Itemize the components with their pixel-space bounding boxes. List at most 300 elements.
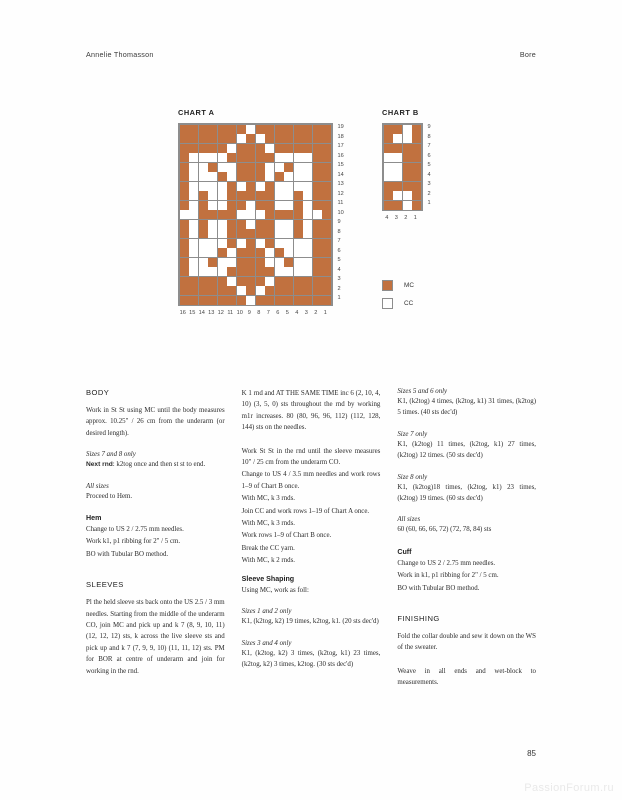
chart-cell [246,172,255,181]
chart-cell [180,210,189,219]
chart-cell [275,296,284,305]
chart-cell [294,134,303,143]
chart-cell [294,182,303,191]
chart-cell [322,134,331,143]
chart-cell [265,144,274,153]
chart-cell [384,201,393,210]
chart-cell [199,277,208,286]
hem-line-1: Change to US 2 / 2.75 mm needles. [86,526,184,534]
chart-cell [189,125,198,134]
chart-cell [265,210,274,219]
chart-column-number: 12 [217,310,224,316]
chart-cell [294,258,303,267]
chart-row-number: 1 [427,200,431,206]
sleeve-inc-paragraph: K 1 rnd and AT THE SAME TIME inc 6 (2, 10, 4, 10) (3, 5, 0) sts throughout the rnd by working m1r increases. 80 (80, 96, 96, 112) (112, 128, 144) sts on the needles. [241,390,381,432]
chart-cell [403,201,412,210]
chart-a-instruction: Join CC and work rows 1–19 of Chart A once. [241,507,370,515]
chart-cell [208,191,217,200]
chart-cell [246,296,255,305]
chart-cell [294,248,303,257]
chart-cell [227,296,236,305]
chart-cell [322,182,331,191]
spacer [242,435,381,446]
chart-cell [313,220,322,229]
chart-cell [265,172,274,181]
chart-cell [412,144,421,153]
chart-cell [208,296,217,305]
chart-cell [246,220,255,229]
chart-cell [246,163,255,172]
chart-cell [294,220,303,229]
chart-cell [284,267,293,276]
chart-cell [303,201,312,210]
chart-cell [246,153,255,162]
chart-cell [218,163,227,172]
sleeve-shaping-intro: Using MC, work as foll: [241,586,309,594]
chart-cell [237,277,246,286]
chart-cell [412,182,421,191]
chart-cell [246,229,255,238]
heading-sizes-5-6: Sizes 5 and 6 only [397,388,448,395]
heading-sizes-1-2: Sizes 1 and 2 only [241,608,292,616]
chart-cell [199,296,208,305]
chart-cell [303,172,312,181]
chart-cell [313,210,322,219]
chart-cell [294,144,303,153]
chart-cell [265,248,274,257]
chart-cell [322,229,331,238]
chart-cell [256,248,265,257]
chart-cell [208,220,217,229]
page-number: 85 [527,749,536,758]
chart-cell [303,163,312,172]
chart-cell [208,277,217,286]
sleeves-paragraph: Pl the held sleeve sts back onto the US 2.5 / 3 mm needles. Starting from the middle of the underarm CO, join MC and pick up and k 7 (8, 9, 10, 11) (12, 12, 12) sts, k across the live sleeve sts and pick up and k 7 (7, 9, 9, 10) (11, 11, 12) sts. PM for BOR at centre of underarm and join for working in the rnd. [86,599,225,675]
chart-cell [284,125,293,134]
chart-cell [227,125,236,134]
chart-column-number: 3 [304,310,308,316]
spacer [242,597,381,608]
chart-column-number: 14 [198,310,205,316]
chart-cell [199,239,208,248]
chart-cell [189,163,198,172]
chart-cell [303,267,312,276]
chart-cell [227,191,236,200]
chart-row-number: 13 [337,181,344,187]
chart-cell [275,172,284,181]
chart-cell [180,153,189,162]
chart-column-number: 5 [285,310,289,316]
chart-cell [393,163,402,172]
chart-row-number: 9 [337,219,341,225]
spacer [397,463,536,474]
chart-cell [237,125,246,134]
chart-cell [294,239,303,248]
site-watermark: PassionForum.ru [524,782,614,794]
chart-cell [412,172,421,181]
chart-cell [246,277,255,286]
chart-row-number: 10 [337,209,344,216]
chart-cell [313,277,322,286]
chart-cell [237,172,246,181]
spacer [86,503,225,514]
chart-cell [294,229,303,238]
chart-cell [189,258,198,267]
chart-b-grid-wrap [382,123,431,221]
chart-cell [265,239,274,248]
heading-sleeves: SLEEVES [86,580,124,590]
mc-k2-rnds: With MC, k 2 rnds. [241,557,295,565]
chart-cell [246,286,255,295]
legend-row-cc [382,298,414,309]
chart-column-number: 9 [247,310,251,316]
chart-cell [256,258,265,267]
chart-cell [237,296,246,305]
chart-column-number: 7 [266,310,270,316]
chart-column-number: 13 [208,310,215,316]
chart-row-number: 2 [427,190,431,197]
chart-cell [275,229,284,238]
chart-cell [246,201,255,210]
chart-cell [237,248,246,257]
chart-b-grid [382,123,423,211]
chart-cell [256,220,265,229]
chart-cell [180,182,189,191]
heading-all-sizes-sleeve: All sizes [397,516,421,524]
sizes-1-2-instruction: K1, (k2tog, k2) 19 times, k2tog, k1. (20 sts dec'd) [241,618,379,626]
chart-cell [218,201,227,210]
chart-a-grid-wrap [178,123,344,316]
chart-cell [412,153,421,162]
chart-cell [227,172,236,181]
chart-cell [284,201,293,210]
chart-cell [189,134,198,143]
chart-cell [275,153,284,162]
chart-cell [393,191,402,200]
hem-line-2: Work k1, p1 ribbing for 2" / 5 cm. [86,538,181,546]
legend-label-cc: CC [404,300,414,307]
chart-cell [313,191,322,200]
sizes-5-6-instruction: K1, (k2tog) 4 times, (k2tog, k1) 31 times, (k2tog) 5 times. (40 sts dec'd) [397,398,537,417]
chart-cell [303,210,312,219]
legend-swatch-cc-icon [382,298,393,309]
chart-column-number: 16 [179,310,186,316]
cuff-line-1: Change to US 2 / 2.75 mm needles. [397,559,496,567]
chart-cell [199,220,208,229]
chart-cell [180,239,189,248]
chart-cell [208,229,217,238]
chart-cell [218,258,227,267]
chart-cell [275,134,284,143]
chart-cell [303,134,312,143]
chart-cell [180,134,189,143]
chart-a-grid [178,123,333,306]
chart-cell [275,201,284,210]
chart-cell [322,296,331,305]
chart-cell [189,239,198,248]
chart-cell [199,163,208,172]
chart-cell [218,277,227,286]
chart-cell [199,172,208,181]
chart-cell [294,296,303,305]
chart-cell [303,229,312,238]
chart-cell [303,182,312,191]
chart-cell [256,182,265,191]
chart-cell [218,296,227,305]
chart-cell [275,210,284,219]
chart-cell [393,153,402,162]
chart-row-number: 5 [427,162,431,168]
chart-cell [284,144,293,153]
chart-cell [199,258,208,267]
heading-sleeve-shaping: Sleeve Shaping [241,574,295,583]
chart-b-block [382,108,431,221]
chart-cell [275,258,284,267]
text-column-1 [86,388,225,690]
heading-body: BODY [86,388,110,397]
chart-row-number: 4 [337,266,341,273]
chart-cell [199,286,208,295]
chart-cell [322,201,331,210]
chart-cell [199,191,208,200]
size-7-instruction: K1, (k2tog) 11 times, (k2tog, k1) 27 times, (k2tog) 12 times. (50 sts dec'd) [397,440,537,460]
sizes-7-8-instruction [86,459,225,470]
chart-row-number: 19 [337,124,344,130]
chart-cell [412,125,421,134]
spacer [397,595,536,614]
chart-cell [284,258,293,267]
chart-cell [294,163,303,172]
chart-cell [313,134,322,143]
chart-cell [218,229,227,238]
chart-cell [180,296,189,305]
chart-cell [189,277,198,286]
chart-cell [313,286,322,295]
chart-cell [218,210,227,219]
heading-finishing: FINISHING [397,614,440,624]
text-column-2 [242,388,381,690]
chart-cell [218,125,227,134]
chart-cell [265,125,274,134]
chart-column-number: 1 [413,215,417,221]
legend-swatch-mc-icon [382,280,393,291]
chart-cell [227,153,236,162]
chart-cell [227,144,236,153]
break-cc-yarn: Break the CC yarn. [241,544,295,552]
chart-cell [284,229,293,238]
chart-cell [227,134,236,143]
chart-row-number: 3 [337,276,341,282]
chart-cell [256,134,265,143]
chart-cell [199,134,208,143]
legend-label-mc: MC [404,282,414,289]
chart-cell [256,201,265,210]
chart-cell [284,153,293,162]
chart-cell [265,220,274,229]
all-sizes-stitch-count: 60 (60, 66, 66, 72) (72, 78, 84) sts [397,526,492,534]
chart-cell [218,144,227,153]
chart-cell [393,182,402,191]
chart-cell [403,134,412,143]
chart-cell [313,267,322,276]
chart-column-number: 15 [189,310,196,316]
chart-cell [265,163,274,172]
chart-cell [199,210,208,219]
chart-cell [403,125,412,134]
chart-cell [189,144,198,153]
chart-cell [322,258,331,267]
heading-hem: Hem [86,514,102,523]
chart-cell [284,286,293,295]
heading-size-7: Size 7 only [397,430,428,438]
chart-row-number: 11 [337,200,344,206]
chart-cell [208,248,217,257]
chart-cell [246,134,255,143]
chart-cell [284,172,293,181]
chart-cell [256,277,265,286]
chart-cell [218,172,227,181]
chart-cell [294,286,303,295]
chart-cell [189,182,198,191]
chart-cell [322,277,331,286]
chart-cell [256,153,265,162]
chart-cell [313,239,322,248]
chart-cell [284,182,293,191]
chart-cell [227,163,236,172]
chart-cell [218,134,227,143]
chart-cell [384,125,393,134]
chart-cell [180,248,189,257]
chart-cell [256,144,265,153]
cuff-line-3: BO with Tubular BO method. [397,584,480,592]
chart-cell [265,134,274,143]
chart-cell [256,172,265,181]
heading-size-8: Size 8 only [397,473,428,481]
chart-legend [382,280,414,316]
text-column-3 [397,388,536,690]
chart-cell [403,191,412,200]
chart-cell [199,153,208,162]
chart-cell [275,182,284,191]
chart-cell [284,191,293,200]
chart-cell [303,153,312,162]
chart-b-column-numbers [382,215,423,221]
chart-cell [208,258,217,267]
chart-cell [208,163,217,172]
chart-cell [303,220,312,229]
running-head-pattern-name: Bore [519,50,536,59]
chart-cell [412,191,421,200]
next-rnd-lead: Next rnd [86,461,113,469]
chart-cell [322,239,331,248]
all-sizes-body-text: Proceed to Hem. [86,492,133,500]
chart-row-number: 9 [427,124,431,130]
chart-cell [199,248,208,257]
chart-cell [218,248,227,257]
finishing-paragraph-1: Fold the collar double and sew it down on the WS of the sweater. [397,633,537,652]
chart-cell [189,210,198,219]
chart-row-number: 2 [337,285,341,292]
chart-cell [227,258,236,267]
chart-cell [265,296,274,305]
chart-cell [180,163,189,172]
chart-row-number: 14 [337,171,344,178]
chart-cell [208,125,217,134]
chart-cell [227,248,236,257]
chart-cell [265,286,274,295]
chart-cell [227,267,236,276]
chart-cell [237,163,246,172]
chart-cell [256,267,265,276]
chart-cell [208,201,217,210]
chart-column-number: 11 [227,310,234,316]
chart-cell [199,201,208,210]
spacer [242,568,381,575]
chart-column-number: 1 [323,310,327,316]
chart-cell [256,296,265,305]
chart-cell [189,296,198,305]
chart-cell [180,267,189,276]
chart-cell [412,134,421,143]
chart-cell [303,125,312,134]
legend-row-mc [382,280,414,291]
chart-cell [237,191,246,200]
chart-cell [227,239,236,248]
text-columns [86,388,536,690]
chart-row-number: 15 [337,162,344,168]
sizes-3-4-instruction: K1, (k2tog, k2) 3 times, (k2tog, k1) 23 times, (k2tog, k2) 3 times, k2tog. (30 sts dec'd) [241,649,381,668]
chart-cell [237,144,246,153]
chart-cell [246,125,255,134]
chart-cell [313,153,322,162]
chart-cell [275,286,284,295]
chart-cell [275,144,284,153]
chart-cell [313,296,322,305]
chart-cell [189,248,198,257]
chart-cell [246,267,255,276]
cuff-line-2: Work in k1, p1 ribbing for 2" / 5 cm. [397,572,499,580]
chart-cell [208,144,217,153]
chart-cell [180,220,189,229]
chart-cell [384,172,393,181]
chart-cell [265,267,274,276]
chart-row-number: 17 [337,143,344,149]
chart-cell [303,144,312,153]
chart-cell [303,258,312,267]
chart-cell [237,134,246,143]
heading-sizes-7-8: Sizes 7 and 8 only [86,451,136,459]
chart-b-first-instruction: Change to US 4 / 3.5 mm needles and work rows 1–9 of Chart B once. [241,471,381,490]
chart-cell [275,239,284,248]
chart-cell [294,191,303,200]
chart-cell [208,267,217,276]
chart-cell [403,182,412,191]
chart-cell [322,144,331,153]
spacer [397,537,536,548]
chart-cell [256,191,265,200]
sleeve-length-paragraph: Work St St in the rnd until the sleeve measures 10" / 25 cm from the underarm CO. [241,447,381,467]
chart-cell [246,258,255,267]
chart-row-number: 18 [337,133,344,140]
chart-row-number: 4 [427,171,431,178]
chart-cell [384,153,393,162]
hem-line-3: BO with Tubular BO method. [86,550,169,558]
chart-cell [403,163,412,172]
chart-cell [275,248,284,257]
running-head [86,50,536,59]
charts-region [86,108,536,338]
chart-cell [199,144,208,153]
